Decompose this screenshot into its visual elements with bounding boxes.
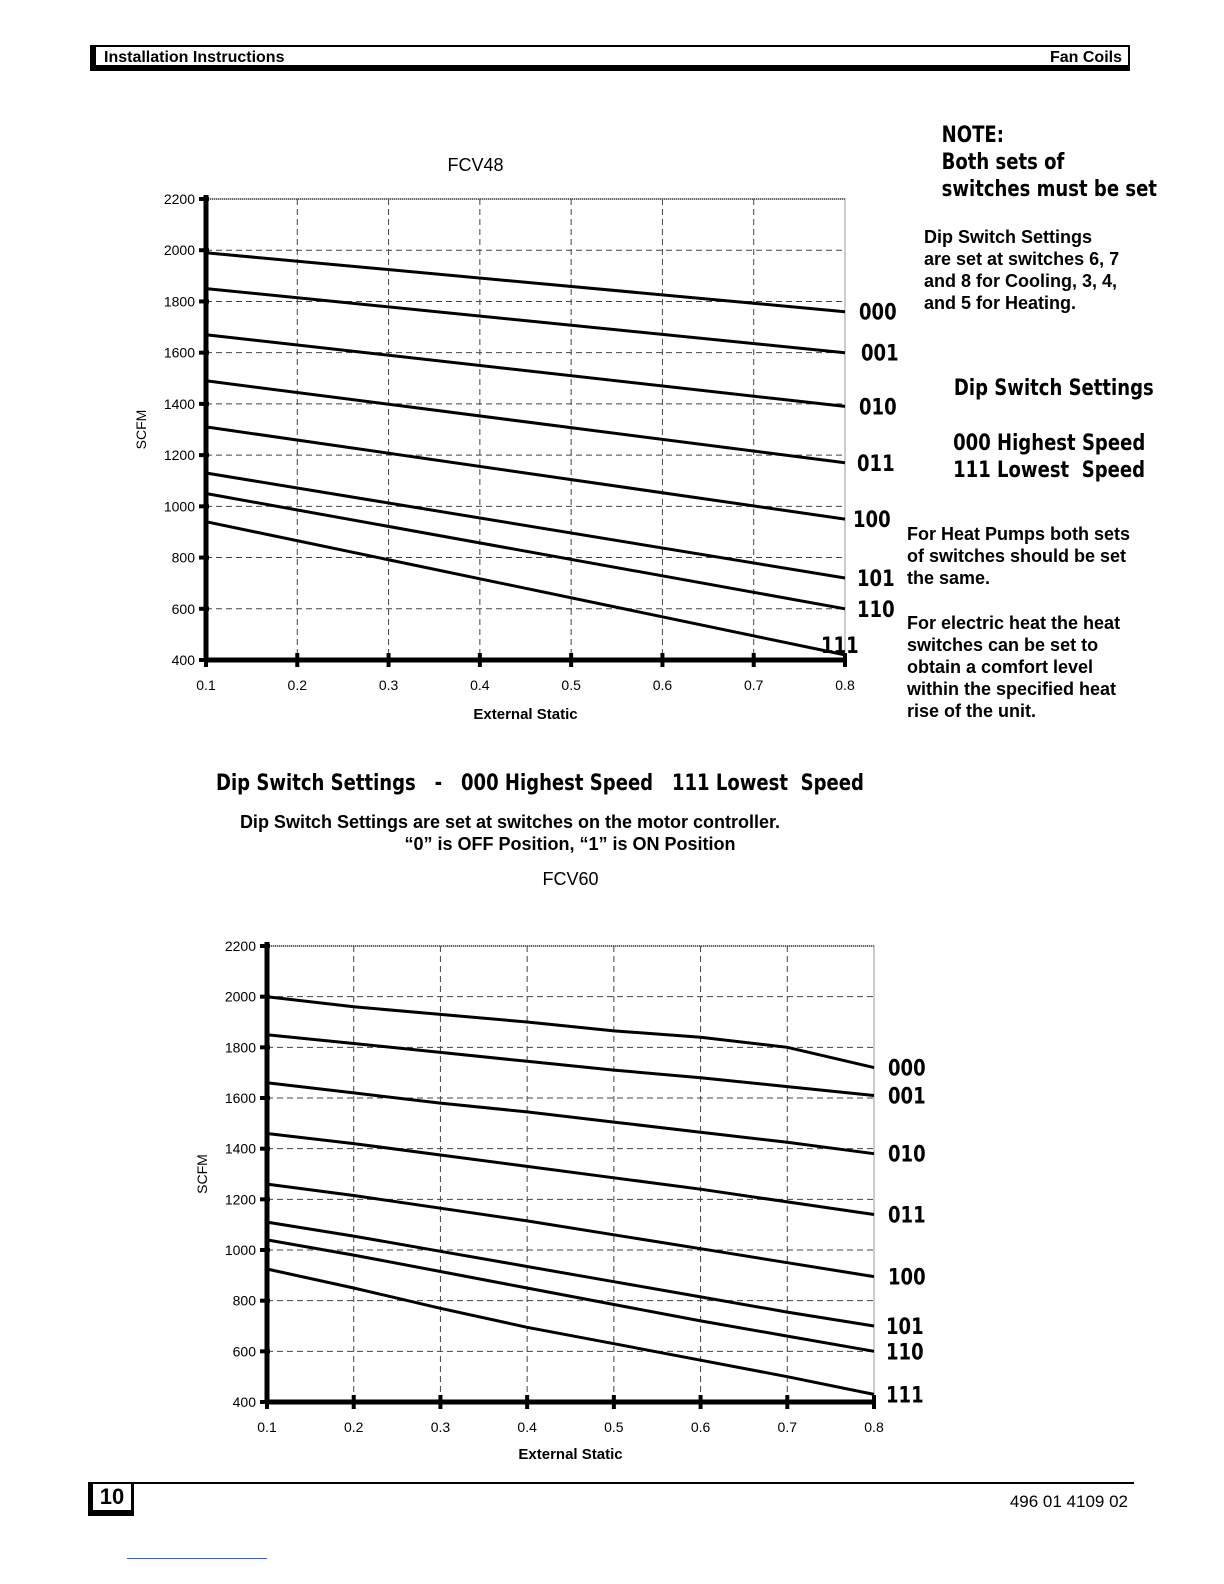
series-label-101: 101	[857, 565, 895, 592]
position-note: “0” is OFF Position, “1” is ON Position	[404, 834, 736, 854]
note-title-line: Both sets of	[941, 150, 1065, 175]
x-tick-label: 0.4	[470, 677, 490, 693]
series-label-001: 001	[888, 1082, 926, 1109]
series-line-010	[206, 335, 845, 407]
speed-line: 111 Lowest Speed	[953, 458, 1146, 483]
y-tick-label: 1800	[163, 293, 195, 310]
y-axis-label: SCFM	[194, 1154, 210, 1194]
series-line-100	[267, 1184, 874, 1277]
y-tick-label: 1600	[224, 1090, 256, 1106]
x-tick-label: 0.5	[561, 677, 581, 693]
y-tick-label: 1000	[224, 1242, 256, 1258]
x-tick-label: 0.7	[743, 677, 764, 693]
series-line-011	[206, 381, 845, 463]
y-tick-label: 1400	[224, 1140, 256, 1157]
motor-controller-note: Dip Switch Settings are set at switches on the motor controller.	[239, 812, 781, 832]
x-tick-label: 0.3	[430, 1419, 451, 1435]
header-section: Fan Coils	[1049, 49, 1122, 66]
y-tick-label: 1600	[163, 344, 195, 361]
series-line-000	[206, 253, 845, 312]
series-label-110: 110	[857, 596, 895, 623]
x-tick-label: 0.1	[196, 677, 216, 693]
series-label-111: 111	[886, 1381, 924, 1408]
series-label-011: 011	[888, 1201, 926, 1229]
x-tick-label: 0.3	[378, 677, 399, 693]
series-label-010: 010	[888, 1140, 926, 1168]
series-label-101: 101	[886, 1313, 924, 1340]
y-tick-label: 1000	[163, 498, 195, 515]
x-tick-label: 0.2	[287, 677, 308, 693]
x-tick-label: 0.8	[864, 1419, 884, 1435]
y-tick-label: 1400	[163, 395, 195, 412]
x-axis-label: External Static	[473, 706, 578, 723]
x-axis-label: External Static	[518, 1446, 623, 1463]
series-line-101	[267, 1222, 874, 1326]
series-label-010: 010	[859, 393, 897, 420]
series-line-101	[206, 473, 845, 578]
series-label-001: 001	[861, 339, 899, 367]
electric-heat-note: For electric heat the heat switches can be set to obtain a comfort level within the specified heat rise of the unit.	[907, 613, 1121, 721]
series-line-111	[267, 1269, 874, 1394]
header-title: Installation Instructions	[104, 49, 285, 66]
x-tick-label: 0.5	[604, 1419, 624, 1435]
series-label-100: 100	[888, 1263, 926, 1291]
dip-switch-title: Dip Switch Settings	[953, 376, 1154, 401]
series-label-000: 000	[859, 298, 897, 326]
x-tick-label: 0.7	[777, 1419, 798, 1435]
footer-rule	[90, 1482, 1134, 1484]
document-number: 496 01 4109 02	[1009, 1492, 1128, 1511]
dip-switch-summary: Dip Switch Settings - 000 Highest Speed 111 Lowest Speed	[216, 771, 864, 796]
series-line-001	[206, 289, 845, 353]
note-title-line: NOTE:	[941, 123, 1004, 148]
series-line-000	[267, 997, 874, 1068]
y-tick-label: 1800	[224, 1039, 256, 1056]
link-underline	[127, 1558, 267, 1559]
x-tick-label: 0.8	[835, 677, 855, 693]
y-tick-label: 2000	[163, 242, 195, 259]
speed-line: 000 Highest Speed	[953, 431, 1146, 456]
x-tick-label: 0.1	[257, 1419, 277, 1435]
series-line-100	[206, 427, 845, 519]
page-number: 10	[88, 1482, 134, 1516]
chart-title: FCV48	[447, 155, 504, 175]
series-line-011	[267, 1134, 874, 1215]
y-tick-label: 600	[232, 1343, 256, 1360]
y-tick-label: 1200	[224, 1191, 256, 1208]
y-tick-label: 2000	[224, 988, 256, 1005]
x-tick-label: 0.6	[690, 1419, 711, 1435]
y-axis-label: SCFM	[133, 409, 149, 450]
y-tick-label: 800	[171, 549, 195, 566]
series-label-000: 000	[888, 1054, 926, 1082]
dip-switch-note: Dip Switch Settings are set at switches 6, 7 and 8 for Cooling, 3, 4, and 5 for Heating.	[924, 227, 1120, 313]
y-tick-label: 600	[171, 600, 195, 617]
series-label-111: 111	[821, 632, 859, 659]
chart-title: FCV60	[542, 869, 599, 889]
series-line-110	[206, 494, 845, 609]
series-line-111	[206, 522, 845, 655]
y-tick-label: 2200	[163, 191, 195, 207]
series-label-100: 100	[853, 506, 891, 533]
series-label-110: 110	[886, 1338, 924, 1365]
series-label-011: 011	[857, 450, 895, 477]
y-tick-label: 400	[232, 1394, 256, 1410]
note-title-line: switches must be set	[941, 177, 1157, 202]
plot-frame	[267, 946, 874, 1402]
y-tick-label: 2200	[224, 938, 256, 954]
x-tick-label: 0.2	[343, 1419, 364, 1435]
y-tick-label: 800	[232, 1292, 256, 1309]
y-tick-label: 400	[171, 652, 195, 668]
heat-pump-note: For Heat Pumps both sets of switches should be set the same.	[907, 524, 1131, 588]
y-tick-label: 1200	[163, 447, 195, 464]
x-tick-label: 0.6	[652, 677, 673, 693]
series-line-001	[267, 1035, 874, 1096]
x-tick-label: 0.4	[517, 1419, 537, 1435]
